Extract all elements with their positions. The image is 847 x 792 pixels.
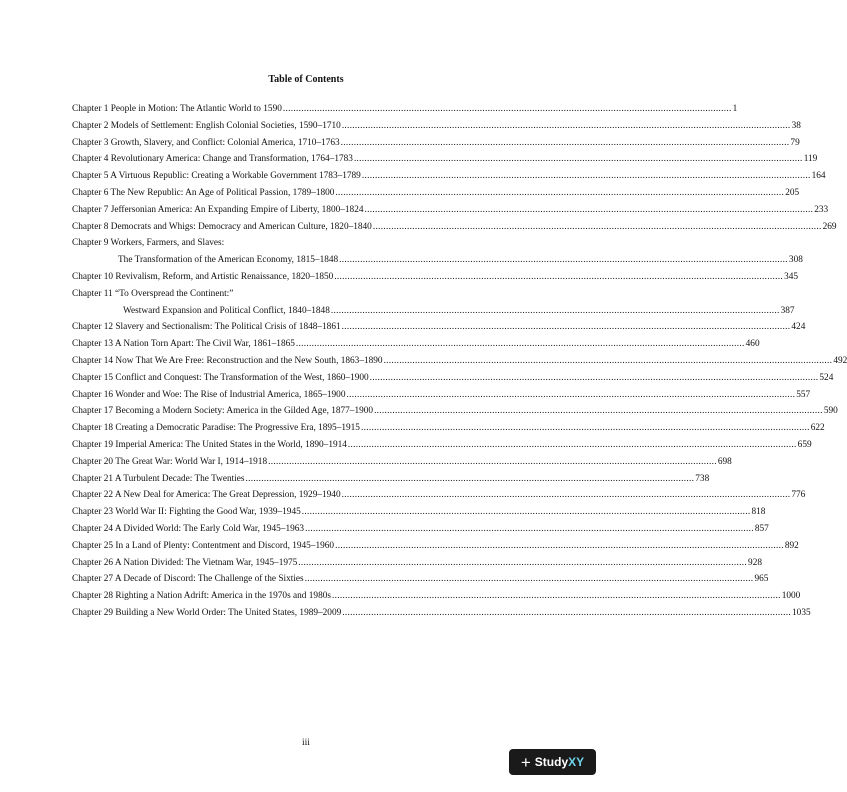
toc-entry-19[interactable] <box>72 437 812 454</box>
page-number: iii <box>302 738 310 748</box>
toc-entry-label: Chapter 17 Becoming a Modern Society: America in the Gilded Age, 1877–1900 <box>72 406 374 417</box>
toc-entry-label: Chapter 7 Jeffersonian America: An Expanding Empire of Liberty, 1800–1824 <box>72 204 364 215</box>
toc-entry-26[interactable] <box>72 555 762 572</box>
leader-dots: ........................................................................................................................................................................... <box>331 591 781 602</box>
toc-entry-3[interactable] <box>72 135 800 152</box>
toc-entry-label: Chapter 13 A Nation Torn Apart: The Civil War, 1861–1865 <box>72 339 295 350</box>
leader-dots: ........................................................................................................................................................................... <box>341 490 791 501</box>
leader-dots: ........................................................................................................................................................................... <box>340 137 790 148</box>
toc-entry-page: 698 <box>717 456 732 467</box>
toc-entry-page: 659 <box>797 439 812 450</box>
toc-entry-8[interactable] <box>72 219 837 236</box>
toc-entry-page: 1 <box>732 104 738 114</box>
toc-entry-label: Chapter 18 Creating a Democratic Paradise: The Progressive Era, 1895–1915 <box>72 423 360 434</box>
toc-entry-page: 424 <box>791 322 806 333</box>
toc-entry-6[interactable] <box>72 185 800 202</box>
page-title: Table of Contents <box>268 74 344 85</box>
toc-entry-page: 308 <box>788 255 803 266</box>
toc-entry-page: 818 <box>751 507 766 518</box>
toc-entry-label: Chapter 15 Conflict and Conquest: The Transformation of the West, 1860–1900 <box>72 372 369 383</box>
toc-entry-label: Chapter 8 Democrats and Whigs: Democracy and American Culture, 1820–1840 <box>72 221 372 232</box>
leader-dots: ........................................................................................................................................................................... <box>295 339 745 350</box>
leader-dots: ........................................................................................................................................................................... <box>301 507 751 518</box>
toc-entry-16[interactable] <box>72 387 811 404</box>
leader-dots: ........................................................................................................................................................................... <box>361 171 811 182</box>
leader-dots: ........................................................................................................................................................................... <box>335 187 785 198</box>
toc-entry-label: Chapter 25 In a Land of Plenty: Contentment and Discord, 1945–1960 <box>72 540 335 551</box>
toc-entry-page: 965 <box>754 574 769 585</box>
leader-dots: ........................................................................................................................................................................... <box>298 557 748 568</box>
leader-dots: ........................................................................................................................................................................... <box>334 271 784 282</box>
brand-name-accent: XY <box>568 755 585 769</box>
toc-entry-page: 38 <box>791 120 801 131</box>
toc-entry-18[interactable] <box>72 420 825 437</box>
toc-entry-14[interactable] <box>72 353 847 370</box>
toc-entry-page: 492 <box>833 355 847 366</box>
leader-dots: ........................................................................................................................................................................... <box>339 255 788 266</box>
toc-entry-label: Chapter 26 A Nation Divided: The Vietnam War, 1945–1975 <box>72 557 298 568</box>
toc-entry-page: 857 <box>754 523 769 534</box>
leader-dots: ........................................................................................................................................................................... <box>346 389 796 400</box>
leader-dots: ........................................................................................................................................................................... <box>335 540 784 551</box>
toc-entry-label: Chapter 23 World War II: Fighting the Good War, 1939–1945 <box>72 507 301 518</box>
toc-entry-label: Chapter 16 Wonder and Woe: The Rise of Industrial America, 1865–1900 <box>72 389 346 400</box>
toc-entry-page: 205 <box>785 187 800 198</box>
toc-entry-label: Chapter 2 Models of Settlement: English Colonial Societies, 1590–1710 <box>72 120 341 131</box>
toc-entry-7[interactable] <box>72 202 829 219</box>
toc-entry-label: The Transformation of the American Economy, 1815–1848 <box>118 255 339 266</box>
toc-entry-page: 387 <box>780 305 795 316</box>
toc-entry-11[interactable] <box>72 303 795 320</box>
toc-entry-24[interactable] <box>72 521 769 538</box>
toc-entry-label: Chapter 14 Now That We Are Free: Reconstruction and the New South, 1863–1890 <box>72 355 383 366</box>
toc-entry-page: 622 <box>810 423 825 434</box>
toc-entry-label: Chapter 9 Workers, Farmers, and Slaves: <box>72 238 225 249</box>
toc-entry-page: 738 <box>695 473 710 484</box>
toc-entry-25[interactable] <box>72 538 799 555</box>
toc-entry-page: 524 <box>819 372 834 383</box>
toc-entry-11-heading <box>72 286 522 303</box>
toc-entry-label: Chapter 12 Slavery and Sectionalism: The Political Crisis of 1848–1861 <box>72 322 341 333</box>
toc-entry-21[interactable] <box>72 471 710 488</box>
toc-entry-label: Chapter 3 Growth, Slavery, and Conflict: Colonial America, 1710–1763 <box>72 137 340 148</box>
toc-entry-12[interactable] <box>72 319 806 336</box>
toc-entry-page: 590 <box>823 406 838 417</box>
toc-entry-page: 1000 <box>781 591 801 602</box>
toc-entry-27[interactable] <box>72 571 769 588</box>
toc-entry-20[interactable] <box>72 454 732 471</box>
toc-entry-label: Chapter 19 Imperial America: The United States in the World, 1890–1914 <box>72 439 347 450</box>
toc-entry-22[interactable] <box>72 487 806 504</box>
toc-entry-4[interactable] <box>72 151 818 168</box>
leader-dots: ........................................................................................................................................................................... <box>353 154 803 165</box>
toc-entry-10[interactable] <box>72 269 799 286</box>
leader-dots: ........................................................................................................................................................................... <box>341 120 791 131</box>
leader-dots: ........................................................................................................................................................................... <box>369 372 819 383</box>
toc-entry-label: Chapter 24 A Divided World: The Early Cold War, 1945–1963 <box>72 523 305 534</box>
toc-entry-label: Chapter 1 People in Motion: The Atlantic World to 1590 <box>72 104 282 114</box>
leader-dots: ........................................................................................................................................................................... <box>268 456 717 467</box>
toc-entry-page: 345 <box>784 271 799 282</box>
toc-entry-15[interactable] <box>72 370 834 387</box>
toc-entry-page: 269 <box>822 221 837 232</box>
leader-dots: ........................................................................................................................................................................... <box>383 355 833 366</box>
leader-dots: ........................................................................................................................................................................... <box>282 104 732 114</box>
toc-entry-page: 1035 <box>792 607 811 618</box>
brand-name-main: Study <box>534 755 569 769</box>
toc-entry-23[interactable] <box>72 504 766 521</box>
toc-entry-28[interactable] <box>72 588 801 605</box>
toc-entry-page: 776 <box>791 490 806 501</box>
toc-entry-label: Chapter 5 A Virtuous Republic: Creating a Workable Government 1783–1789 <box>72 171 361 182</box>
toc-entry-page: 119 <box>803 154 818 165</box>
toc-entry-label: Chapter 6 The New Republic: An Age of Political Passion, 1789–1800 <box>72 187 335 198</box>
toc-list <box>72 101 847 622</box>
toc-entry-label: Chapter 11 “To Overspread the Continent:” <box>72 288 234 299</box>
toc-entry-label: Chapter 27 A Decade of Discord: The Challenge of the Sixties <box>72 574 304 585</box>
leader-dots: ........................................................................................................................................................................... <box>305 523 754 534</box>
toc-entry-13[interactable] <box>72 336 760 353</box>
leader-dots: ........................................................................................................................................................................... <box>341 322 791 333</box>
leader-dots: ........................................................................................................................................................................... <box>330 305 780 316</box>
plus-icon: + <box>520 752 531 772</box>
toc-entry-label: Chapter 4 Revolutionary America: Change and Transformation, 1764–1783 <box>72 154 353 165</box>
leader-dots: ........................................................................................................................................................................... <box>374 406 823 417</box>
toc-entry-label: Chapter 21 A Turbulent Decade: The Twenties <box>72 473 245 484</box>
toc-entry-9[interactable] <box>72 252 803 269</box>
toc-entry-page: 79 <box>790 137 800 148</box>
toc-entry-label: Chapter 10 Revivalism, Reform, and Artistic Renaissance, 1820–1850 <box>72 271 334 282</box>
toc-entry-page: 928 <box>748 557 762 568</box>
studyxy-badge[interactable] <box>509 749 596 775</box>
leader-dots: ........................................................................................................................................................................... <box>364 204 814 215</box>
leader-dots: ........................................................................................................................................................................... <box>245 473 695 484</box>
toc-entry-1[interactable] <box>72 101 738 118</box>
toc-entry-label: Westward Expansion and Political Conflict, 1840–1848 <box>123 305 330 316</box>
toc-entry-17[interactable] <box>72 403 838 420</box>
toc-entry-label: Chapter 28 Righting a Nation Adrift: America in the 1970s and 1980s <box>72 591 331 602</box>
toc-entry-29[interactable] <box>72 605 811 622</box>
leader-dots: ........................................................................................................................................................................... <box>304 574 754 585</box>
toc-entry-label: Chapter 22 A New Deal for America: The Great Depression, 1929–1940 <box>72 490 341 501</box>
leader-dots: ........................................................................................................................................................................... <box>347 439 797 450</box>
toc-entry-page: 460 <box>745 339 760 350</box>
toc-entry-page: 164 <box>811 171 826 182</box>
toc-entry-9-heading <box>72 235 522 252</box>
toc-entry-page: 233 <box>814 204 829 215</box>
toc-entry-5[interactable] <box>72 168 826 185</box>
toc-entry-page: 557 <box>796 389 811 400</box>
toc-entry-2[interactable] <box>72 118 801 135</box>
leader-dots: ........................................................................................................................................................................... <box>360 423 810 434</box>
toc-entry-label: Chapter 20 The Great War: World War I, 1914–1918 <box>72 456 268 467</box>
toc-entry-page: 892 <box>784 540 799 551</box>
leader-dots: ........................................................................................................................................................................... <box>372 221 822 232</box>
toc-entry-label: Chapter 29 Building a New World Order: The United States, 1989–2009 <box>72 607 342 618</box>
leader-dots: ........................................................................................................................................................................... <box>342 607 792 618</box>
